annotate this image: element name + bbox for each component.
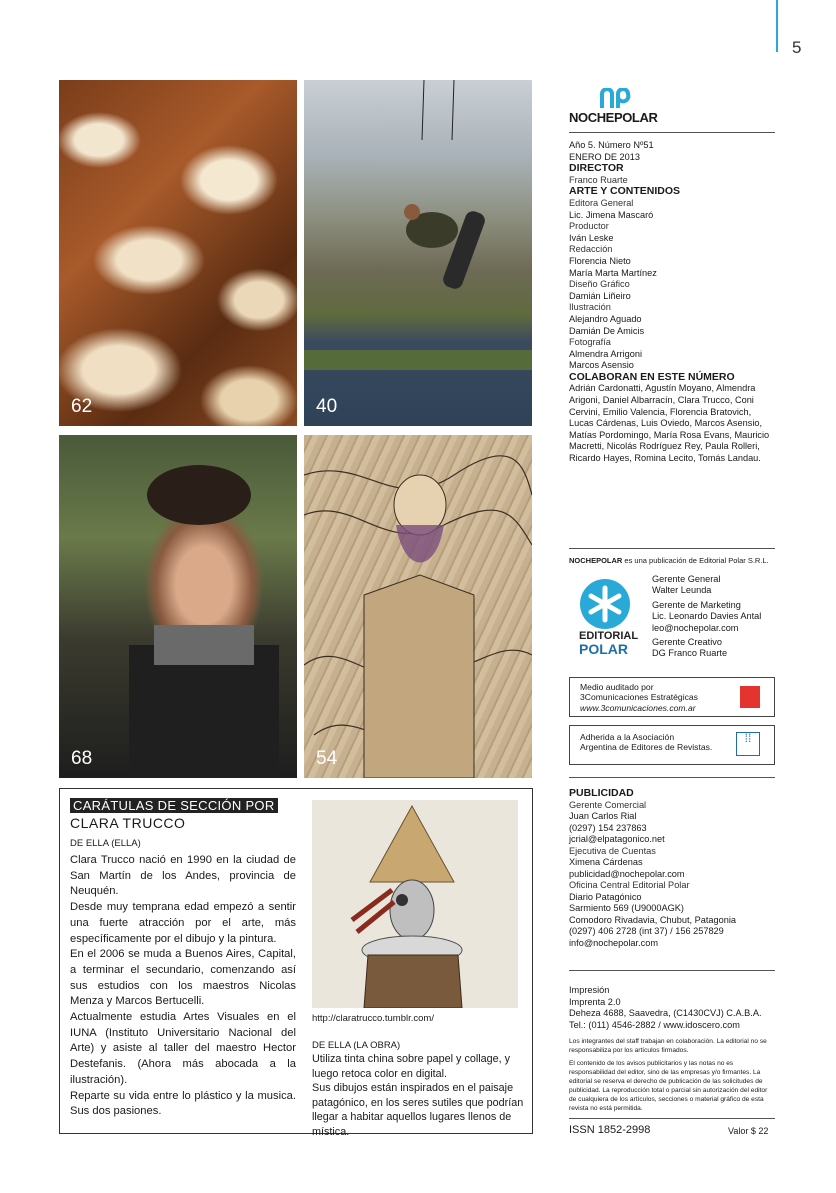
pub-line: Juan Carlos Rial (569, 811, 637, 821)
role-name: Damián De Amicis (569, 325, 645, 336)
issue-line: Año 5. Número Nº51 (569, 140, 654, 150)
role-label: Diseño Gráfico (569, 279, 630, 290)
man-portrait-illustration (59, 435, 297, 778)
editorial-credit: NOCHEPOLAR es una publicación de Editorial Polar S.R.L. (569, 556, 769, 565)
photo-page-number: 68 (71, 748, 93, 769)
artwork-subheading: DE ELLA (LA OBRA) (312, 1040, 401, 1051)
director-name: Franco Ruarte (569, 174, 628, 185)
editorial-staff (652, 574, 776, 660)
artist-subheading: DE ELLA (ELLA) (70, 838, 141, 849)
bio-paragraph: En el 2006 se muda a Buenos Aires, Capital, a terminar el secundario, comenzando así sus estudios con los maestros Nicolas Menza y Marcos Bertucelli. (70, 948, 296, 1008)
divider (569, 1118, 775, 1119)
artist-bio (70, 853, 296, 1120)
staff-name: Lic. Leonardo Davies Antal (652, 611, 762, 622)
credits-heading: CARÁTULAS DE SECCIÓN POR (70, 798, 278, 813)
masthead-column (569, 140, 775, 465)
artwork-paragraph: Utiliza tinta china sobre papel y collage, y luego retoca color en digital. (312, 1053, 511, 1080)
role-name: Lic. Jimena Mascaró (569, 209, 654, 220)
bio-paragraph: Actualmente estudia Artes Visuales en el IUNA (Instituto Universitario Nacional del Arte) y asiste al taller del maestro Hector Destefanis. (Ahora más abocada a la ilustración). (70, 1011, 296, 1086)
illustration-bearded-man (304, 435, 532, 778)
colab-list: Adrián Cardonatti, Agustín Moyano, Almendra Arigoni, Daniel Albarracín, Clara Trucco, Coni Cervini, Emilio Valencia, Florencia Bratovich, Lucas Cárdenas, Luis Oviedo, Marcos Asensio, Matías Pordomingo, María Rosa Evans, Mauricio Macretti, Nicolás Rodríguez Rey, Paula Rolleri, Ricardo Hayes, Romina Lecito, Tomás Landau. (569, 383, 770, 464)
audit-line: 3Comunicaciones Estratégicas (580, 692, 698, 703)
kitesurfer-illustration (304, 80, 532, 426)
pub-email: publicidad@nochepolar.com (569, 868, 685, 879)
role-name: María Marta Martínez (569, 267, 657, 278)
role-label: Redacción (569, 244, 613, 255)
audit-box (569, 677, 775, 717)
artwork-image (312, 800, 518, 1008)
audit-url: www.3comunicaciones.com.ar (580, 702, 696, 713)
pub-line: (0297) 406 2728 (int 37) / 156 257829 (569, 926, 724, 936)
staff-email: leo@nochepolar.com (652, 622, 739, 633)
pub-role: Oficina Central Editorial Polar (569, 880, 690, 890)
photo-page-number: 40 (316, 396, 338, 417)
legal-paragraph: Los integrantes del staff trabajan en colaboración. La editorial no se responsabiliza por los artículos firmados. (569, 1038, 767, 1054)
role-label: Ilustración (569, 302, 611, 313)
pub-email: info@nochepolar.com (569, 937, 659, 948)
artwork-description (312, 1052, 524, 1140)
arte-title: ARTE Y CONTENIDOS (569, 185, 681, 198)
artwork-illustration (312, 800, 518, 1008)
impresion-section (569, 985, 775, 1031)
editorial-polar-logo-text: EDITORIAL POLAR (579, 630, 639, 657)
colab-title: COLABORAN EN ESTE NÚMERO (569, 370, 735, 383)
association-box (569, 725, 775, 765)
price: Valor $ 22 (728, 1126, 769, 1136)
nochepolar-logo-text: NOCHEPOLAR (569, 110, 658, 125)
bio-paragraph: Clara Trucco nació en 1990 en la ciudad de San Martín de los Andes, provincia de Neuquén. (70, 854, 296, 898)
pub-role: Ejecutiva de Cuentas (569, 845, 656, 856)
impresion-line: Tel.: (011) 4546-2882 / www.idoscero.com (569, 1019, 740, 1030)
staff-name: DG Franco Ruarte (652, 648, 728, 659)
role-label: Editora General (569, 197, 634, 208)
pub-email: jcrial@elpatagonico.net (569, 834, 665, 844)
association-line: Argentina de Editores de Revistas. (580, 742, 713, 753)
bearded-man-drawing (304, 435, 532, 778)
editorial-polar-star-icon (579, 578, 631, 630)
page-number: 5 (792, 38, 802, 57)
impresion-line: Deheza 4688, Saavedra, (C1430CVJ) C.A.B.A. (569, 1008, 762, 1018)
role-name: Damián Liñeiro (569, 290, 631, 301)
divider (569, 777, 775, 778)
photo-page-number: 62 (71, 396, 93, 417)
bio-paragraph: Desde muy temprana edad empezó a sentir una fuerte atracción por el arte, más específicamente por el dibujo y la pintura. (70, 901, 296, 945)
role-name: Iván Leske (569, 232, 614, 243)
bio-paragraph: Reparte su vida entre lo plástico y la musica. Sus dos pasiones. (70, 1089, 296, 1118)
audit-line: Medio auditado por (580, 682, 654, 692)
legal-notice (569, 1037, 775, 1117)
role-name: Alejandro Aguado (569, 313, 642, 324)
role-name: Marcos Asensio (569, 360, 634, 371)
role-label: Fotografía (569, 337, 611, 348)
director-title: DIRECTOR (569, 162, 624, 175)
pub-line: Comodoro Rivadavia, Chubut, Patagonia (569, 914, 737, 925)
association-line: Adherida a la Asociación (580, 732, 675, 742)
role-name: Almendra Arrigoni (569, 348, 643, 359)
divider (569, 548, 775, 549)
impresion-line: Imprenta 2.0 (569, 996, 621, 1007)
role-name: Florencia Nieto (569, 255, 631, 266)
staff-name: Walter Leunda (652, 585, 712, 596)
pub-line: Ximena Cárdenas (569, 857, 643, 867)
publicidad-title: PUBLICIDAD (569, 787, 634, 799)
page-accent-line (776, 0, 778, 52)
role-label: Productor (569, 221, 609, 232)
3comunicaciones-logo-icon (740, 686, 760, 708)
photo-kitesurfer (304, 80, 532, 426)
publicidad-section (569, 788, 775, 949)
divider (569, 970, 775, 971)
aer-logo-icon: ⁞⁞ (736, 732, 760, 756)
legal-paragraph: El contenido de los avisos publicitarios y las notas no es responsabilidad del editor, sino de las empresas y/o firmantes. La editorial se reserva el derecho de publicación de las solicitudes de publicidad. La reproducción total o parcial sin autorización del editor de cualquiera de los artículos, secciones o material gráfico de esta revista no está permitida. (569, 1060, 768, 1112)
artwork-paragraph: Sus dibujos están inspirados en el paisaje patagónico, en los seres sutiles que podrían llegar a habitar aquellos lugares llenos de mística. (312, 1082, 524, 1138)
issn: ISSN 1852-2998 (569, 1124, 651, 1136)
pub-line: Sarmiento 569 (U9000AGK) (569, 903, 684, 913)
photo-man-portrait (59, 435, 297, 778)
issue-date: ENERO DE 2013 (569, 151, 640, 162)
pub-line: Diario Patagónico (569, 891, 642, 902)
staff-role: Gerente General (652, 574, 721, 584)
staff-role: Gerente Creativo (652, 637, 722, 648)
pub-line: (0297) 154 237863 (569, 822, 647, 833)
artist-url-link[interactable]: http://claratrucco.tumblr.com/ (312, 1013, 434, 1024)
impresion-title: Impresión (569, 985, 610, 995)
artist-name: CLARA TRUCCO (70, 815, 186, 831)
divider (569, 132, 775, 133)
nochepolar-logo-icon (600, 88, 634, 110)
photo-page-number: 54 (316, 748, 338, 769)
pub-role: Gerente Comercial (569, 799, 647, 810)
staff-role: Gerente de Marketing (652, 599, 741, 610)
photo-bread (59, 80, 297, 426)
